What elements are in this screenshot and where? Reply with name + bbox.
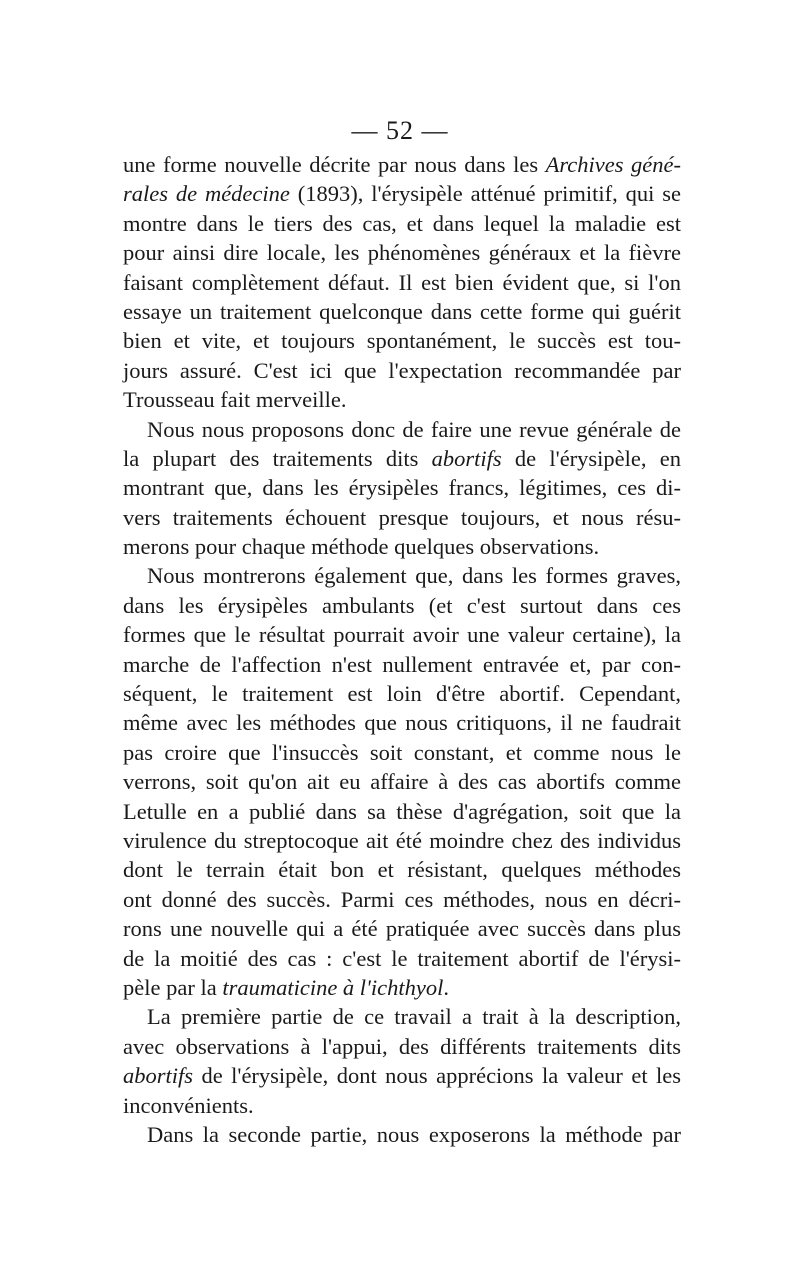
text-line	[123, 738, 681, 767]
text-run: de l'érysipèle, en	[501, 445, 682, 471]
body-text	[123, 150, 681, 1149]
paragraph	[123, 150, 681, 415]
text-run: Letulle en a publié dans sa thèse d'agrégation, soit que la	[123, 798, 681, 824]
text-run: de l'érysipèle, dont nous apprécions la valeur et les	[193, 1063, 681, 1089]
text-run: essaye un traitement quelconque dans cette forme qui guérit	[123, 298, 681, 324]
text-run: La première partie de ce travail a trait à la description,	[147, 1004, 681, 1030]
text-line	[123, 826, 681, 855]
text-run: pèle par la	[123, 974, 223, 1000]
text-line	[123, 1120, 681, 1149]
text-run: Nous montrerons également que, dans les formes graves,	[147, 563, 681, 589]
text-run: ont donné des succès. Parmi ces méthodes, nous en décri-	[123, 886, 681, 912]
text-line	[123, 855, 681, 884]
italic-run: rales de médecine	[123, 181, 290, 207]
text-line	[123, 797, 681, 826]
text-line	[123, 532, 681, 561]
text-line	[123, 679, 681, 708]
text-line	[123, 385, 681, 414]
text-run: verrons, soit qu'on ait eu affaire à des cas abortifs comme	[123, 769, 681, 795]
text-run: Dans la seconde partie, nous exposerons la méthode par	[147, 1121, 681, 1147]
text-line	[123, 620, 681, 649]
text-run: Nous nous proposons donc de faire une revue générale de	[147, 416, 681, 442]
text-run: inconvénients.	[123, 1092, 254, 1118]
text-line	[123, 179, 681, 208]
text-run: même avec les méthodes que nous critiquons, il ne faudrait	[123, 710, 681, 736]
text-run: jours assuré. C'est ici que l'expectation recommandée par	[123, 357, 681, 383]
text-line	[123, 444, 681, 473]
paragraph	[123, 415, 681, 562]
text-line	[123, 914, 681, 943]
text-line	[123, 650, 681, 679]
text-line	[123, 708, 681, 737]
paragraph	[123, 561, 681, 1002]
italic-run: abortifs	[431, 445, 502, 471]
text-line	[123, 326, 681, 355]
text-line	[123, 767, 681, 796]
text-run: de la moitié des cas : c'est le traitement abortif de l'érysi-	[123, 945, 681, 971]
text-run: séquent, le traitement est loin d'être abortif. Cependant,	[123, 681, 681, 707]
text-run: (1893), l'érysipèle atténué primitif, qui se	[289, 181, 681, 207]
text-run: formes que le résultat pourrait avoir une valeur certaine), la	[123, 622, 681, 648]
text-run: pas croire que l'insuccès soit constant, et comme nous le	[123, 739, 681, 765]
text-line	[123, 238, 681, 267]
text-run: merons pour chaque méthode quelques observations.	[123, 534, 600, 560]
text-run: vers traitements échouent presque toujours, et nous résu-	[123, 504, 681, 530]
text-run: une forme nouvelle décrite par nous dans les	[123, 152, 546, 177]
text-line	[123, 944, 681, 973]
text-run: montre dans le tiers des cas, et dans lequel la maladie est	[123, 210, 681, 236]
text-run: marche de l'affection n'est nullement entravée et, par con-	[123, 651, 681, 677]
text-line	[123, 1091, 681, 1120]
text-run: dont le terrain était bon et résistant, quelques méthodes	[123, 857, 681, 883]
text-line	[123, 268, 681, 297]
italic-run: Archives géné-	[545, 152, 681, 177]
text-run: virulence du streptocoque ait été moindre chez des individus	[123, 827, 681, 853]
text-line	[123, 973, 681, 1002]
text-run: bien et vite, et toujours spontanément, le succès est tou-	[123, 328, 681, 354]
text-line	[123, 561, 681, 590]
text-run: dans les érysipèles ambulants (et c'est surtout dans ces	[123, 592, 681, 618]
text-line	[123, 591, 681, 620]
text-line	[123, 297, 681, 326]
text-run: faisant complètement défaut. Il est bien évident que, si l'on	[123, 269, 681, 295]
text-line	[123, 415, 681, 444]
text-line	[123, 356, 681, 385]
text-run: la plupart des traitements dits	[123, 445, 432, 471]
paragraph	[123, 1120, 681, 1149]
text-line	[123, 1061, 681, 1090]
page-number: — 52 —	[351, 116, 449, 145]
text-run: avec observations à l'appui, des différents traitements dits	[123, 1033, 681, 1059]
text-line	[123, 503, 681, 532]
text-run: pour ainsi dire locale, les phénomènes généraux et la fièvre	[123, 240, 681, 266]
text-line	[123, 150, 681, 179]
text-line	[123, 473, 681, 502]
text-run: Trousseau fait merveille.	[123, 387, 347, 413]
text-line	[123, 1002, 681, 1031]
paragraph	[123, 1002, 681, 1120]
text-line	[123, 1032, 681, 1061]
text-line	[123, 885, 681, 914]
text-line	[123, 209, 681, 238]
text-run: montrant que, dans les érysipèles francs, légitimes, ces di-	[123, 475, 681, 501]
italic-run: traumaticine à l'ichthyol	[222, 974, 444, 1000]
italic-run: abortifs	[123, 1063, 194, 1089]
text-run: .	[443, 974, 449, 1000]
text-run: rons une nouvelle qui a été pratiquée avec succès dans plus	[123, 916, 681, 942]
